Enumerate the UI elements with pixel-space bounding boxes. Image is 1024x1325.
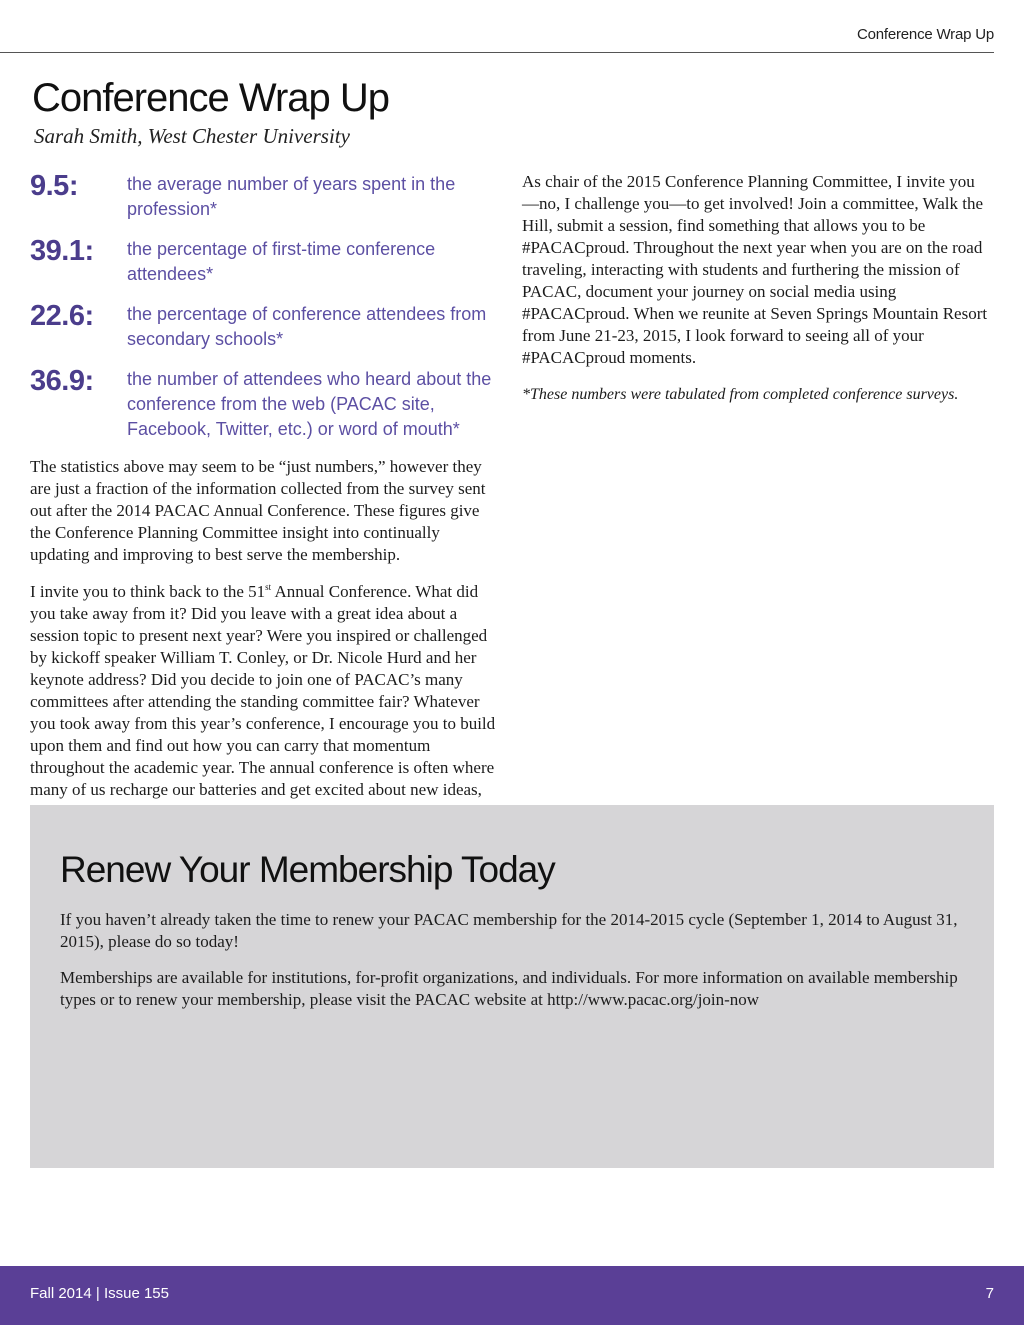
stat-description: the average number of years spent in the profession* bbox=[127, 174, 456, 219]
footer-issue: Fall 2014 | Issue 155 bbox=[30, 1285, 169, 1302]
page-number: 7 bbox=[985, 1285, 994, 1302]
stat-number: 22.6: bbox=[30, 300, 94, 332]
stat-number: 9.5: bbox=[30, 170, 78, 202]
article-title: Conference Wrap Up bbox=[32, 76, 389, 120]
stat-item bbox=[30, 170, 510, 235]
stat-description: the percentage of first-time conference attendees* bbox=[127, 239, 436, 284]
page-footer bbox=[0, 1266, 1024, 1325]
ordinal-suffix: st bbox=[265, 582, 272, 592]
stat-description: the percentage of conference attendees from secondary schools* bbox=[127, 304, 487, 349]
text-span: Annual Conference. What did you take away from it? Did you leave with a great idea about a session topic to present next year? Were you inspired or challenged by kickoff speaker William T. Conley, or Dr. Nicole Hurd and her keynote address? Did you decide to join one of PACAC’s many committees after attending the standing committee fair? Whatever you took away from this year’s conference, I encourage you to build upon them and find out how you can carry that momentum throughout the academic year. The annual conference is often where many of us recharge our batteries and get excited about new ideas, bbox=[30, 582, 496, 799]
article-column-right bbox=[522, 171, 990, 421]
stat-item bbox=[30, 365, 510, 453]
renew-title: Renew Your Membership Today bbox=[60, 849, 555, 890]
stat-number: 39.1: bbox=[30, 235, 94, 267]
article-column-left bbox=[30, 456, 502, 860]
text-span: I invite you to think back to the 51 bbox=[30, 582, 266, 601]
stat-item bbox=[30, 235, 510, 300]
stats-list bbox=[30, 170, 510, 453]
body-paragraph: As chair of the 2015 Conference Planning Committee, I invite you—no, I challenge you—to get involved! Join a committee, Walk the Hill, submit a session, find something that allows you to be #PACACproud. Throughout the next year when you are on the road traveling, interacting with students and furthering the mission of PACAC, document your journey on social media using #PACACproud. When we reunite at Seven Springs Mountain Resort from June 21-23, 2015, I look forward to seeing all of your #PACACproud moments. bbox=[522, 172, 988, 367]
stat-description: the number of attendees who heard about the conference from the web (PACAC site, Facebook, Twitter, etc.) or word of mouth* bbox=[127, 369, 492, 439]
renew-membership-box bbox=[30, 805, 994, 1168]
renew-paragraph: If you haven’t already taken the time to renew your PACAC membership for the 2014-2015 cycle (September 1, 2014 to August 31, 2015), please do so today! bbox=[60, 910, 958, 951]
running-head: Conference Wrap Up bbox=[856, 26, 994, 43]
article-byline: Sarah Smith, West Chester University bbox=[34, 124, 350, 148]
renew-paragraph: Memberships are available for institutions, for-profit organizations, and individuals. For more information on available membership types or to renew your membership, please visit the PACAC website at http://www.pacac.org/join-now bbox=[60, 968, 958, 1009]
header-rule bbox=[0, 52, 994, 53]
stat-item bbox=[30, 300, 510, 365]
stat-number: 36.9: bbox=[30, 365, 94, 397]
body-paragraph: The statistics above may seem to be “just numbers,” however they are just a fraction of the information collected from the survey sent out after the 2014 PACAC Annual Conference. These figures give the Conference Planning Committee insight into continually updating and improving to best serve the membership. bbox=[30, 457, 486, 564]
survey-footnote: *These numbers were tabulated from completed conference surveys. bbox=[522, 386, 959, 403]
